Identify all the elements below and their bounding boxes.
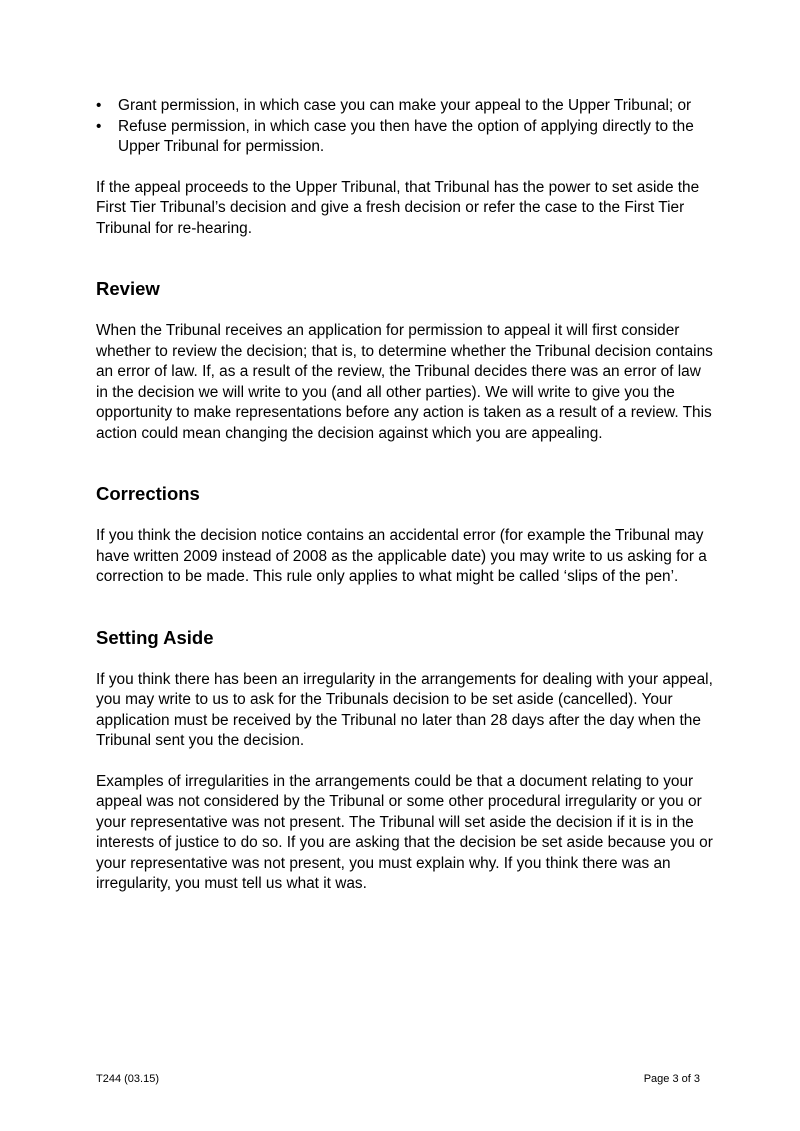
setting-aside-paragraph-2: Examples of irregularities in the arrangements could be that a document relating to your appeal was not considered by the Tribunal or some other procedural irregularity or you or your representative was not present. The Tribunal will set aside the decision if it is in the interests of justice to do so. If you are asking that the decision be set aside because you or your representative was not present, you must explain why. If you think there was an irregularity, you must tell us what it was. [96,772,713,892]
form-code: T244 (03.15) [96,1073,159,1085]
list-item [96,96,716,117]
list-item-text: Refuse permission, in which case you then have the option of applying directly to the Upper Tribunal for permission. [118,117,694,155]
list-item [96,117,716,158]
list-item-text: Grant permission, in which case you can make your appeal to the Upper Tribunal; or [118,97,692,114]
corrections-paragraph: If you think the decision notice contains an accidental error (for example the Tribunal may have written 2009 instead of 2008 as the applicable date) you may write to us asking for a correction to be made. This rule only applies to what might be called ‘slips of the pen’. [96,527,707,585]
review-heading: Review [96,278,160,299]
document-page [96,96,716,895]
permission-options-list [96,96,716,158]
review-paragraph: When the Tribunal receives an application for permission to appeal it will first consider whether to review the decision; that is, to determine whether the Tribunal decision contains an error of law. If, as a result of the review, the Tribunal decides there was an error of law in the decision we will write to you (and all other parties). We will write to give you the opportunity to make representations before any action is taken as a result of a review. This action could mean changing the decision against which you are appealing. [96,322,713,442]
bullet-icon: • [96,97,102,114]
bullet-icon: • [96,117,102,135]
upper-tribunal-paragraph: If the appeal proceeds to the Upper Tribunal, that Tribunal has the power to set aside the First Tier Tribunal’s decision and give a fresh decision or refer the case to the First Tier Tribunal for re-hearing. [96,178,700,237]
page-number: Page 3 of 3 [643,1073,700,1085]
setting-aside-paragraph-1: If you think there has been an irregularity in the arrangements for dealing with your appeal, you may write to us to ask for the Tribunals decision to be set aside (cancelled). Your application must be received by the Tribunal no later than 28 days after the day when the Tribunal sent you the decision. [96,670,713,749]
setting-aside-heading: Setting Aside [96,626,214,648]
corrections-heading: Corrections [96,483,200,504]
